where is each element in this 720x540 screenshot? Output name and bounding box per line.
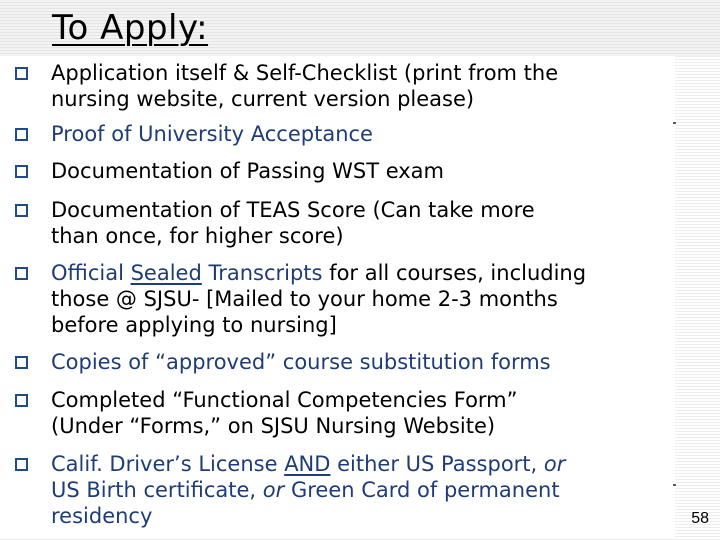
list-item-line bbox=[51, 503, 675, 529]
checkbox-icon bbox=[15, 204, 28, 217]
text-segment: US Birth certificate, bbox=[51, 478, 263, 502]
list-item-line bbox=[51, 312, 675, 338]
page-number: 58 bbox=[691, 510, 709, 527]
text-segment: or bbox=[262, 478, 285, 502]
text-segment: Official bbox=[51, 261, 131, 285]
checkbox-icon bbox=[15, 394, 28, 407]
list-item-line bbox=[51, 86, 675, 112]
text-segment: either US Passport, bbox=[330, 452, 544, 476]
list-item-line bbox=[51, 451, 675, 477]
checkbox-icon bbox=[15, 267, 28, 280]
text-segment: for all courses, including bbox=[322, 261, 587, 285]
list-item-text bbox=[51, 121, 675, 147]
text-segment: or bbox=[543, 452, 566, 476]
list-item-line bbox=[51, 197, 675, 223]
list-item-line bbox=[51, 158, 675, 184]
list-item-line bbox=[51, 260, 675, 286]
checkbox-icon bbox=[15, 458, 28, 471]
text-segment: Sealed bbox=[130, 261, 202, 285]
list-item-text bbox=[51, 60, 675, 112]
text-segment: than once, for higher score) bbox=[51, 224, 344, 248]
text-segment: Copies of “approved” course substitution forms bbox=[51, 350, 551, 374]
edge-tick bbox=[673, 122, 676, 124]
list-item-line bbox=[51, 223, 675, 249]
checkbox-icon bbox=[15, 128, 28, 141]
title-band bbox=[0, 0, 720, 56]
text-segment: (Under “Forms,” on SJSU Nursing Website) bbox=[51, 414, 496, 438]
text-segment: those @ SJSU- [Mailed to your home 2-3 months bbox=[51, 287, 558, 311]
list-item-line bbox=[51, 121, 675, 147]
text-segment: Completed “Functional Competencies Form” bbox=[51, 388, 518, 412]
list-item-text bbox=[51, 260, 675, 338]
list-item-line bbox=[51, 349, 675, 375]
text-segment: residency bbox=[51, 504, 153, 528]
text-segment: AND bbox=[284, 452, 331, 476]
list-item-line bbox=[51, 477, 675, 503]
edge-tick bbox=[673, 484, 676, 486]
slide-title: To Apply: bbox=[52, 8, 209, 48]
list-item-text bbox=[51, 197, 675, 249]
list-item-text bbox=[51, 349, 675, 375]
list-item-text bbox=[51, 158, 675, 184]
list-item-text bbox=[51, 387, 675, 439]
checkbox-icon bbox=[15, 67, 28, 80]
list-item-line bbox=[51, 286, 675, 312]
text-segment: Application itself & Self-Checklist (print from the bbox=[51, 61, 559, 85]
text-segment: Documentation of Passing WST exam bbox=[51, 159, 445, 183]
text-segment: before applying to nursing] bbox=[51, 313, 337, 337]
text-segment: Green Card of permanent bbox=[284, 478, 560, 502]
checkbox-icon bbox=[15, 356, 28, 369]
text-segment: nursing website, current version please) bbox=[51, 87, 475, 111]
content-panel bbox=[0, 56, 675, 538]
list-item-line bbox=[51, 60, 675, 86]
text-segment: Calif. Driver’s License bbox=[51, 452, 285, 476]
text-segment: Documentation of TEAS Score (Can take more bbox=[51, 198, 535, 222]
checkbox-icon bbox=[15, 165, 28, 178]
list-item-line bbox=[51, 413, 675, 439]
list-item-line bbox=[51, 387, 675, 413]
list-item-text bbox=[51, 451, 675, 529]
text-segment: Proof of University Acceptance bbox=[51, 122, 373, 146]
text-segment: Transcripts bbox=[201, 261, 323, 285]
